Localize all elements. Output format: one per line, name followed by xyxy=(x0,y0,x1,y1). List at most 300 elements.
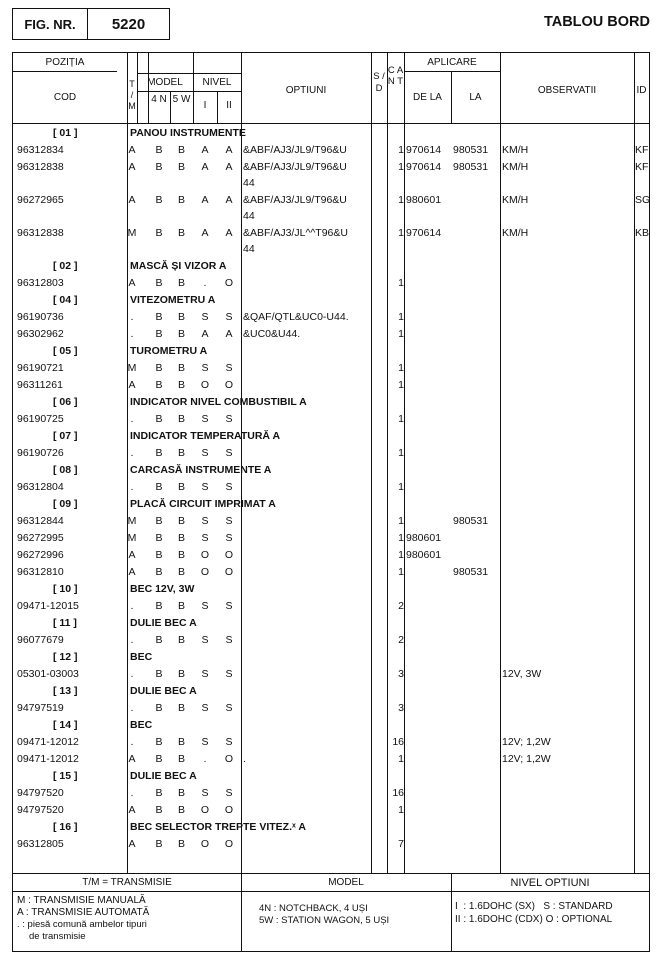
cell-id: KB xyxy=(635,227,650,239)
col-la: LA xyxy=(469,92,482,103)
cell-nivel-ii: S xyxy=(225,447,233,459)
part-code: 96272995 xyxy=(17,532,64,544)
cell-model-5w: B xyxy=(177,161,185,173)
cell-la: 980531 xyxy=(453,566,489,578)
part-code: 94797520 xyxy=(17,787,64,799)
cell-optiuni: &QAF/QTL&UC0-U44. xyxy=(243,311,349,323)
col-model-4n: 4 N xyxy=(151,94,167,105)
part-code: 96302962 xyxy=(17,328,64,340)
cell-model-5w: B xyxy=(177,277,185,289)
cell-nivel-i: S xyxy=(201,634,209,646)
cell-model-4n: B xyxy=(155,362,163,374)
table-row xyxy=(13,598,651,615)
group-header-row xyxy=(13,292,651,309)
cell-model-5w: B xyxy=(177,144,185,156)
cell-nivel-ii: S xyxy=(225,702,233,714)
cell-model-5w: B xyxy=(177,413,185,425)
cell-nivel-i: S xyxy=(201,413,209,425)
footer-model-line: 5W : STATION WAGON, 5 UȘI xyxy=(259,915,390,926)
cell-nivel-ii: A xyxy=(225,161,233,173)
figure-label: FIG. NR. xyxy=(13,9,88,39)
group-position: [ 11 ] xyxy=(53,617,77,629)
cell-model-5w: B xyxy=(177,787,185,799)
cell-model-4n: B xyxy=(155,566,163,578)
table-row xyxy=(13,836,651,853)
cell-model-5w: B xyxy=(177,804,185,816)
cell-model-5w: B xyxy=(177,481,185,493)
table-row xyxy=(13,142,651,159)
cell-cant: 1 xyxy=(398,413,404,425)
col-aplicare: APLICARE xyxy=(427,57,477,68)
cell-nivel-i: O xyxy=(200,804,210,816)
cell-model-4n: B xyxy=(155,702,163,714)
table-row xyxy=(13,785,651,802)
col-observatii: OBSERVATII xyxy=(537,85,597,96)
cell-cant: 1 xyxy=(398,566,404,578)
part-code: 96312810 xyxy=(17,566,64,578)
cell-model-4n: B xyxy=(155,804,163,816)
group-header-row xyxy=(13,649,651,666)
col-id: ID xyxy=(636,85,647,96)
cell-nivel-ii: O xyxy=(224,566,234,578)
cell-cant: 1 xyxy=(398,379,404,391)
cell-model-5w: B xyxy=(177,362,185,374)
group-position: [ 10 ] xyxy=(53,583,78,595)
table-row xyxy=(13,734,651,751)
cell-model-4n: B xyxy=(155,600,163,612)
cell-cant: 1 xyxy=(398,753,404,765)
footer-model-title: MODEL xyxy=(328,877,364,888)
cell-nivel-ii: S xyxy=(225,362,233,374)
cell-model-5w: B xyxy=(177,379,185,391)
col-cant: C A N T xyxy=(387,65,404,87)
group-position: [ 14 ] xyxy=(53,719,78,731)
cell-de-la: 980601 xyxy=(406,194,442,206)
cell-nivel-i: S xyxy=(201,481,209,493)
group-header-row xyxy=(13,768,651,785)
cell-observatii: KM/H xyxy=(502,194,529,206)
group-position: [ 02 ] xyxy=(53,260,78,272)
cell-nivel-ii: S xyxy=(225,787,233,799)
cell-tm: A xyxy=(128,566,136,578)
cell-model-5w: B xyxy=(177,736,185,748)
part-code: 09471-12012 xyxy=(17,736,79,748)
cell-nivel-i: O xyxy=(200,379,210,391)
cell-model-5w: B xyxy=(177,702,185,714)
cell-model-4n: B xyxy=(155,634,163,646)
cell-model-4n: B xyxy=(155,227,163,239)
table-row xyxy=(13,159,651,192)
group-position: [ 05 ] xyxy=(53,345,78,357)
cell-tm: . xyxy=(130,787,134,799)
group-position: [ 16 ] xyxy=(53,821,78,833)
cell-nivel-ii: O xyxy=(224,804,234,816)
cell-la: 980531 xyxy=(453,515,489,527)
col-nivel: NIVEL xyxy=(202,77,232,88)
footer-tm-line: M : TRANSMISIE MANUALĂ xyxy=(17,895,146,906)
cell-de-la: 970614 xyxy=(406,161,442,173)
group-header-row xyxy=(13,343,651,360)
cell-observatii: 12V, 3W xyxy=(502,668,542,680)
cell-model-5w: B xyxy=(177,194,185,206)
cell-model-5w: B xyxy=(177,227,185,239)
cell-nivel-ii: O xyxy=(224,753,234,765)
col-pozitia: POZIȚIA xyxy=(45,57,85,68)
cell-model-5w: B xyxy=(177,447,185,459)
group-title: CARCASĂ INSTRUMENTE A xyxy=(130,464,272,476)
cell-nivel-ii: O xyxy=(224,277,234,289)
cell-cant: 2 xyxy=(398,600,404,612)
cell-optiuni: &ABF/AJ3/JL9/T96&U xyxy=(243,161,347,173)
cell-optiuni-cont: 44 xyxy=(243,210,255,222)
col-model: MODEL xyxy=(147,77,183,88)
col-nivel-i: I xyxy=(203,100,207,111)
col-de-la: DE LA xyxy=(413,92,442,103)
cell-model-4n: B xyxy=(155,532,163,544)
cell-model-4n: B xyxy=(155,668,163,680)
cell-model-4n: B xyxy=(155,838,163,850)
cell-tm: A xyxy=(128,804,136,816)
cell-id: KF xyxy=(635,161,649,173)
part-code: 96190736 xyxy=(17,311,64,323)
table-row xyxy=(13,309,651,326)
cell-nivel-ii: O xyxy=(224,549,234,561)
cell-model-4n: B xyxy=(155,447,163,459)
cell-model-4n: B xyxy=(155,144,163,156)
cell-optiuni-cont: 44 xyxy=(243,243,255,255)
cell-cant: 1 xyxy=(398,362,404,374)
cell-tm: . xyxy=(130,311,134,323)
group-title: BEC xyxy=(130,651,153,663)
cell-model-5w: B xyxy=(177,328,185,340)
cell-optiuni: &ABF/AJ3/JL^^T96&U xyxy=(243,227,348,239)
group-title: DULIE BEC A xyxy=(130,770,197,782)
cell-cant: 3 xyxy=(398,702,404,714)
cell-tm: A xyxy=(128,549,136,561)
cell-nivel-i: A xyxy=(201,227,209,239)
cell-optiuni: &ABF/AJ3/JL9/T96&U xyxy=(243,194,347,206)
group-title: BEC 12V, 3W xyxy=(130,583,195,595)
group-header-row xyxy=(13,819,651,836)
cell-nivel-i: S xyxy=(201,787,209,799)
cell-tm: A xyxy=(128,144,136,156)
cell-nivel-i: S xyxy=(201,515,209,527)
cell-model-5w: B xyxy=(177,668,185,680)
cell-nivel-ii: A xyxy=(225,144,233,156)
cell-nivel-i: S xyxy=(201,447,209,459)
cell-nivel-ii: A xyxy=(225,227,233,239)
part-code: 96312803 xyxy=(17,277,64,289)
footer-nivel-line: II : 1.6DOHC (CDX) O : OPTIONAL xyxy=(455,914,613,925)
cell-cant: 1 xyxy=(398,194,404,206)
group-position: [ 15 ] xyxy=(53,770,78,782)
cell-cant: 1 xyxy=(398,161,404,173)
cell-nivel-ii: O xyxy=(224,838,234,850)
cell-model-4n: B xyxy=(155,328,163,340)
cell-model-5w: B xyxy=(177,566,185,578)
cell-id: KF xyxy=(635,144,649,156)
table-row xyxy=(13,377,651,394)
part-code: 96077679 xyxy=(17,634,64,646)
group-title: PANOU INSTRUMENTE xyxy=(130,127,246,139)
cell-nivel-ii: S xyxy=(225,515,233,527)
cell-model-4n: B xyxy=(155,194,163,206)
cell-tm: . xyxy=(130,668,134,680)
cell-cant: 1 xyxy=(398,277,404,289)
cell-model-4n: B xyxy=(155,277,163,289)
cell-observatii: 12V; 1,2W xyxy=(502,753,551,765)
cell-nivel-i: . xyxy=(203,277,207,289)
cell-nivel-ii: S xyxy=(225,600,233,612)
cell-tm: . xyxy=(130,413,134,425)
footer-nivel-title: NIVEL OPTIUNI xyxy=(510,877,590,889)
cell-nivel-ii: A xyxy=(225,194,233,206)
cell-model-4n: B xyxy=(155,787,163,799)
cell-tm: M xyxy=(127,362,137,374)
group-title: TUROMETRU A xyxy=(130,345,208,357)
group-title: BEC SELECTOR TREPTE VITEZ.ˣ A xyxy=(130,821,306,833)
col-cod: COD xyxy=(53,92,77,103)
group-header-row xyxy=(13,258,651,275)
cell-observatii: KM/H xyxy=(502,144,529,156)
cell-nivel-i: S xyxy=(201,702,209,714)
part-code: 96190725 xyxy=(17,413,64,425)
cell-de-la: 970614 xyxy=(406,227,442,239)
table-row xyxy=(13,445,651,462)
cell-observatii: KM/H xyxy=(502,161,529,173)
cell-model-5w: B xyxy=(177,634,185,646)
cell-cant: 1 xyxy=(398,328,404,340)
footer-tm-title: T/M = TRANSMISIE xyxy=(82,877,172,888)
cell-model-4n: B xyxy=(155,549,163,561)
table-row xyxy=(13,632,651,649)
cell-optiuni: &UC0&U44. xyxy=(243,328,301,340)
cell-nivel-i: S xyxy=(201,532,209,544)
cell-tm: M xyxy=(127,532,137,544)
part-code: 96312804 xyxy=(17,481,64,493)
cell-observatii: KM/H xyxy=(502,227,529,239)
cell-nivel-ii: S xyxy=(225,532,233,544)
cell-nivel-ii: A xyxy=(225,328,233,340)
cell-cant: 1 xyxy=(398,311,404,323)
group-header-row xyxy=(13,462,651,479)
footer-nivel-line: I : 1.6DOHC (SX) S : STANDARD xyxy=(455,901,613,912)
cell-cant: 2 xyxy=(398,634,404,646)
cell-model-5w: B xyxy=(177,838,185,850)
table-row xyxy=(13,547,651,564)
table-row xyxy=(13,666,651,683)
table-row xyxy=(13,751,651,768)
col-nivel-ii: II xyxy=(226,100,232,111)
cell-tm: . xyxy=(130,328,134,340)
part-code: 05301-03003 xyxy=(17,668,79,680)
cell-model-5w: B xyxy=(177,600,185,612)
cell-cant: 1 xyxy=(398,515,404,527)
cell-optiuni: . xyxy=(243,753,246,765)
col-model-5w: 5 W xyxy=(172,94,191,105)
group-position: [ 06 ] xyxy=(53,396,78,408)
cell-optiuni: &ABF/AJ3/JL9/T96&U xyxy=(243,144,347,156)
table-row xyxy=(13,275,651,292)
footer-model-line: 4N : NOTCHBACK, 4 UȘI xyxy=(259,903,368,914)
cell-nivel-i: O xyxy=(200,838,210,850)
group-title: PLACĂ CIRCUIT IMPRIMAT A xyxy=(130,498,276,510)
cell-nivel-i: A xyxy=(201,161,209,173)
group-header-row xyxy=(13,615,651,632)
cell-nivel-i: S xyxy=(201,362,209,374)
group-header-row xyxy=(13,717,651,734)
group-position: [ 13 ] xyxy=(53,685,78,697)
group-header-row xyxy=(13,125,651,142)
cell-optiuni-cont: 44 xyxy=(243,177,255,189)
table-row xyxy=(13,513,651,530)
cell-model-4n: B xyxy=(155,311,163,323)
cell-de-la: 970614 xyxy=(406,144,442,156)
table-row xyxy=(13,225,651,258)
table-row xyxy=(13,360,651,377)
cell-model-4n: B xyxy=(155,481,163,493)
cell-tm: . xyxy=(130,736,134,748)
cell-tm: . xyxy=(130,600,134,612)
group-header-row xyxy=(13,394,651,411)
group-title: INDICATOR TEMPERATURĂ A xyxy=(130,430,281,442)
cell-nivel-i: S xyxy=(201,736,209,748)
group-header-row xyxy=(13,581,651,598)
part-code: 96312834 xyxy=(17,144,64,156)
part-code: 09471-12012 xyxy=(17,753,79,765)
part-code: 94797519 xyxy=(17,702,64,714)
cell-tm: A xyxy=(128,379,136,391)
cell-id: SG xyxy=(635,194,651,206)
col-sd: S / D xyxy=(373,71,385,94)
group-position: [ 07 ] xyxy=(53,430,78,442)
part-code: 09471-12015 xyxy=(17,600,79,612)
cell-model-4n: B xyxy=(155,753,163,765)
cell-nivel-i: S xyxy=(201,600,209,612)
cell-la: 980531 xyxy=(453,161,489,173)
cell-nivel-ii: S xyxy=(225,634,233,646)
cell-cant: 16 xyxy=(392,736,404,748)
cell-cant: 1 xyxy=(398,804,404,816)
cell-tm: M xyxy=(127,227,137,239)
table-row xyxy=(13,700,651,717)
cell-nivel-ii: S xyxy=(225,413,233,425)
group-title: DULIE BEC A xyxy=(130,685,197,697)
cell-model-5w: B xyxy=(177,515,185,527)
cell-nivel-ii: S xyxy=(225,481,233,493)
part-code: 96272965 xyxy=(17,194,64,206)
group-header-row xyxy=(13,683,651,700)
cell-de-la: 980601 xyxy=(406,549,442,561)
cell-nivel-i: O xyxy=(200,566,210,578)
footer-tm-line: de transmisie xyxy=(29,931,86,942)
cell-model-4n: B xyxy=(155,161,163,173)
cell-tm: A xyxy=(128,194,136,206)
footer-tm-line: A : TRANSMISIE AUTOMATĂ xyxy=(17,907,150,918)
cell-model-4n: B xyxy=(155,379,163,391)
group-title: BEC xyxy=(130,719,153,731)
cell-observatii: 12V; 1,2W xyxy=(502,736,551,748)
cell-cant: 16 xyxy=(392,787,404,799)
document-title: TABLOU BORD xyxy=(543,14,650,30)
cell-tm: M xyxy=(127,515,137,527)
cell-tm: A xyxy=(128,277,136,289)
cell-cant: 7 xyxy=(398,838,404,850)
cell-cant: 1 xyxy=(398,227,404,239)
cell-nivel-i: A xyxy=(201,328,209,340)
cell-la: 980531 xyxy=(453,144,489,156)
part-code: 96311261 xyxy=(17,379,63,391)
group-position: [ 01 ] xyxy=(53,127,78,139)
col-tm: T / M xyxy=(128,79,136,111)
cell-nivel-i: S xyxy=(201,311,209,323)
group-position: [ 12 ] xyxy=(53,651,78,663)
cell-cant: 1 xyxy=(398,447,404,459)
part-code: 96312805 xyxy=(17,838,64,850)
cell-tm: . xyxy=(130,634,134,646)
cell-model-4n: B xyxy=(155,515,163,527)
group-title: VITEZOMETRU A xyxy=(130,294,216,306)
cell-nivel-i: A xyxy=(201,194,209,206)
group-header-row xyxy=(13,428,651,445)
group-position: [ 08 ] xyxy=(53,464,78,476)
cell-tm: . xyxy=(130,702,134,714)
cell-tm: . xyxy=(130,481,134,493)
cell-cant: 1 xyxy=(398,532,404,544)
cell-model-5w: B xyxy=(177,753,185,765)
figure-number: 5220 xyxy=(111,15,146,33)
part-code: 96190726 xyxy=(17,447,64,459)
cell-model-4n: B xyxy=(155,736,163,748)
group-header-row xyxy=(13,496,651,513)
table-row xyxy=(13,326,651,343)
group-title: INDICATOR NIVEL COMBUSTIBIL A xyxy=(130,396,307,408)
cell-nivel-ii: S xyxy=(225,736,233,748)
cell-nivel-i: O xyxy=(200,549,210,561)
figure-number-box xyxy=(12,8,170,40)
cell-nivel-ii: S xyxy=(225,311,233,323)
cell-tm: A xyxy=(128,161,136,173)
part-code: 96272996 xyxy=(17,549,64,561)
cell-cant: 1 xyxy=(398,481,404,493)
cell-nivel-i: . xyxy=(203,753,207,765)
cell-tm: A xyxy=(128,838,136,850)
cell-de-la: 980601 xyxy=(406,532,442,544)
cell-model-4n: B xyxy=(155,413,163,425)
cell-tm: A xyxy=(128,753,136,765)
col-optiuni: OPTIUNI xyxy=(285,85,327,96)
group-title: MASCĂ ȘI VIZOR A xyxy=(130,260,227,272)
cell-cant: 1 xyxy=(398,549,404,561)
cell-nivel-ii: O xyxy=(224,379,234,391)
table-row xyxy=(13,530,651,547)
table-row xyxy=(13,802,651,819)
footer-tm-line: . : piesă comună ambelor tipuri xyxy=(17,919,147,930)
part-code: 96190721 xyxy=(17,362,64,374)
part-code: 94797520 xyxy=(17,804,64,816)
table-row xyxy=(13,192,651,225)
cell-cant: 1 xyxy=(398,144,404,156)
group-position: [ 04 ] xyxy=(53,294,78,306)
part-code: 96312844 xyxy=(17,515,64,527)
table-row xyxy=(13,411,651,428)
cell-cant: 3 xyxy=(398,668,404,680)
cell-nivel-ii: S xyxy=(225,668,233,680)
parts-table xyxy=(12,52,650,952)
part-code: 96312838 xyxy=(17,227,64,239)
table-row xyxy=(13,564,651,581)
part-code: 96312838 xyxy=(17,161,64,173)
